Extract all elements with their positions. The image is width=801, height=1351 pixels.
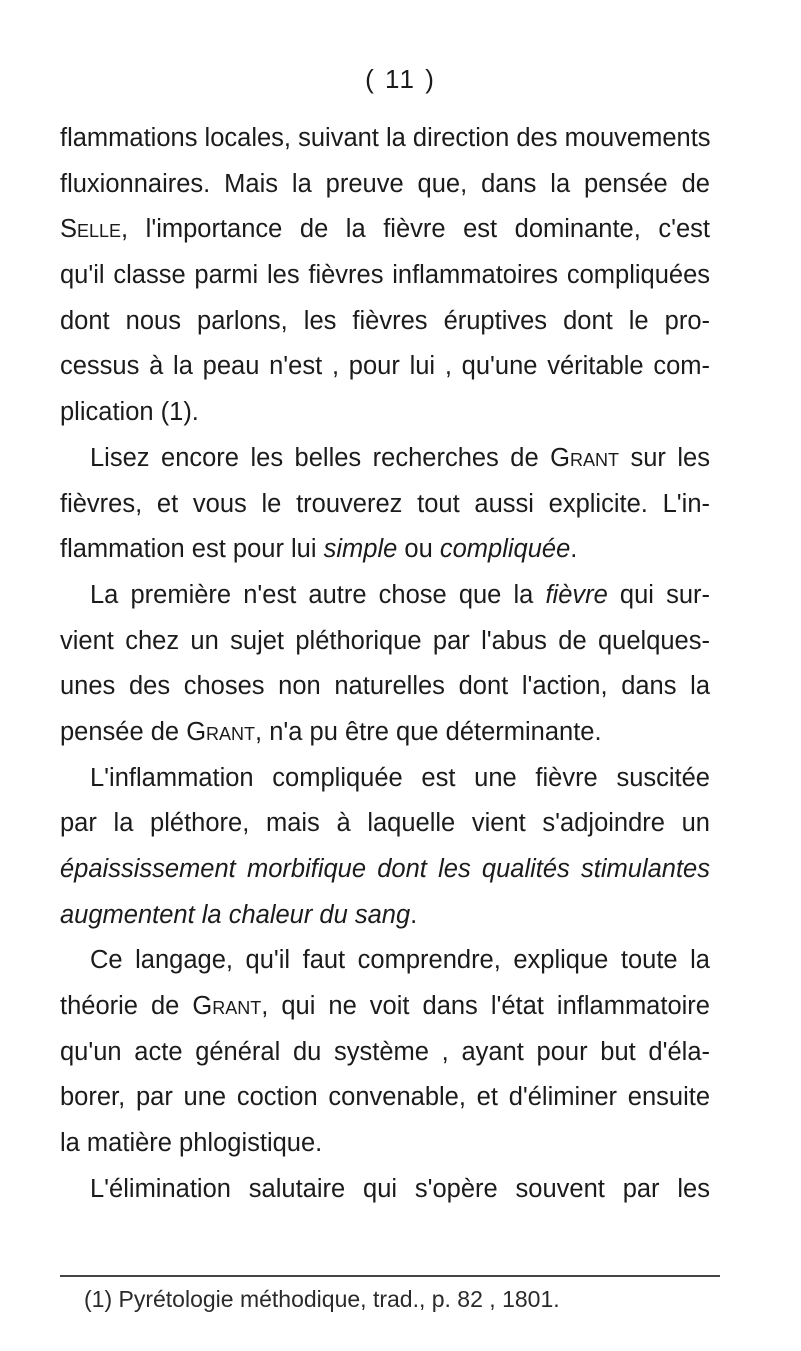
text-line: augmentent la chaleur du sang.	[60, 900, 418, 929]
text-line: cessus à la peau n'est , pour lui , qu'une véritable com-	[60, 352, 710, 381]
text-line: flammations locales, suivant la direction des mouvements	[60, 124, 711, 152]
text-line: L'élimination salutaire qui s'opère souvent par les	[90, 1174, 710, 1203]
text-line: épaississement morbifique dont les qualités stimulantes	[60, 855, 710, 883]
text-line: Selle, l'importance de la fièvre est dominante, c'est	[60, 215, 710, 244]
text-line: fièvres, et vous le trouverez tout aussi explicite. L'in-	[60, 489, 710, 518]
text-line: pensée de Grant, n'a pu être que déterminante.	[60, 717, 602, 746]
text-line: dont nous parlons, les fièvres éruptives dont le pro-	[60, 306, 710, 335]
text-line: plication (1).	[60, 398, 199, 427]
text-line: la matière phlogistique.	[60, 1129, 323, 1158]
text-line: borer, par une coction convenable, et d'éliminer ensuite	[60, 1083, 710, 1112]
text-line: théorie de Grant, qui ne voit dans l'état inflammatoire	[60, 992, 710, 1021]
text-line: unes des choses non naturelles dont l'action, dans la	[60, 672, 710, 701]
text-line: vient chez un sujet pléthorique par l'abus de quelques-	[60, 626, 710, 655]
text-line: flammation est pour lui simple ou compliquée.	[60, 535, 578, 564]
text-line: Ce langage, qu'il faut comprendre, explique toute la	[90, 946, 710, 975]
text-line: par la pléthore, mais à laquelle vient s'adjoindre un	[60, 809, 710, 838]
text-line: qu'un acte général du système , ayant pour but d'éla-	[60, 1037, 710, 1066]
text-line: La première n'est autre chose que la fièvre qui sur-	[90, 580, 710, 609]
text-line: fluxionnaires. Mais la preuve que, dans la pensée de	[60, 169, 710, 198]
footnote: (1) Pyrétologie méthodique, trad., p. 82 , 1801.	[84, 1286, 560, 1312]
footnote-rule	[60, 1275, 720, 1277]
body-text	[60, 116, 710, 1213]
text-line: L'inflammation compliquée est une fièvre suscitée	[90, 763, 710, 792]
text-line: qu'il classe parmi les fièvres inflammatoires compliquées	[60, 261, 710, 290]
page-number: ( 11 )	[365, 64, 436, 94]
text-line: Lisez encore les belles recherches de Grant sur les	[90, 443, 710, 472]
